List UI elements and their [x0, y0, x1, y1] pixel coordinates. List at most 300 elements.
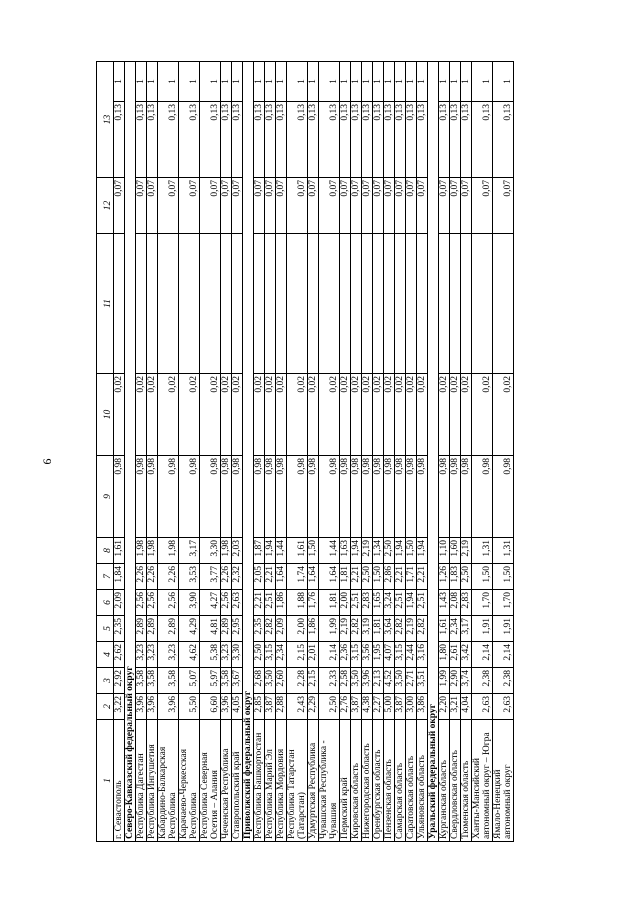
group-header-row — [243, 62, 254, 842]
value-cell: 4,07 — [384, 642, 395, 668]
value-cell: 0,98 — [417, 456, 428, 538]
data-table — [96, 61, 514, 842]
value-cell: 2,34 — [450, 616, 461, 642]
value-cell: 0,02 — [493, 374, 514, 456]
value-cell: 6,60 — [200, 694, 221, 720]
value-cell: 3,42 — [461, 642, 472, 668]
value-cell: 4,62 — [179, 642, 200, 668]
value-cell: 2,56 — [158, 590, 179, 616]
value-cell: 0,07 — [221, 178, 232, 234]
value-cell: 1,81 — [373, 616, 384, 642]
value-cell: 2,63 — [493, 694, 514, 720]
value-cell: 3,86 — [417, 694, 428, 720]
value-cell — [114, 234, 125, 374]
value-cell: 0,13 — [265, 102, 276, 178]
value-cell: 1,87 — [254, 538, 265, 564]
value-cell — [450, 234, 461, 374]
value-cell: 0,07 — [114, 178, 125, 234]
value-cell: 0,13 — [493, 102, 514, 178]
value-cell: 1 — [384, 62, 395, 102]
value-cell: 0,98 — [114, 456, 125, 538]
value-cell: 0,13 — [450, 102, 461, 178]
value-cell: 2,63 — [472, 694, 493, 720]
value-cell: 2,89 — [136, 616, 147, 642]
value-cell: 1 — [472, 62, 493, 102]
region-name-cell: Тюменская область — [461, 720, 472, 842]
value-cell: 0,07 — [395, 178, 406, 234]
value-cell: 2,34 — [276, 642, 287, 668]
value-cell: 2,21 — [395, 564, 406, 590]
table-row — [384, 62, 395, 842]
value-cell: 0,13 — [362, 102, 373, 178]
region-name-cell: Чеченская Республика — [221, 720, 232, 842]
value-cell: 0,07 — [147, 178, 158, 234]
value-cell: 0,07 — [254, 178, 265, 234]
value-cell: 0,98 — [200, 456, 221, 538]
value-cell: 0,98 — [232, 456, 243, 538]
value-cell: 1 — [265, 62, 276, 102]
value-cell: 0,07 — [384, 178, 395, 234]
value-cell — [472, 234, 493, 374]
value-cell: 0,07 — [340, 178, 351, 234]
table-row — [362, 62, 373, 842]
value-cell: 1 — [395, 62, 406, 102]
region-name-cell: Республика Марий Эл — [265, 720, 276, 842]
value-cell: 2,00 — [340, 590, 351, 616]
value-cell: 3,30 — [200, 538, 221, 564]
value-cell: 3,58 — [158, 668, 179, 694]
value-cell: 3,19 — [362, 616, 373, 642]
value-cell: 0,02 — [265, 374, 276, 456]
value-cell: 1 — [362, 62, 373, 102]
value-cell: 2,13 — [373, 668, 384, 694]
value-cell: 3,17 — [461, 616, 472, 642]
table-row — [265, 62, 276, 842]
value-cell: 1,34 — [373, 538, 384, 564]
group-header-row — [125, 62, 136, 842]
value-cell: 1,70 — [493, 590, 514, 616]
value-cell: 0,98 — [287, 456, 308, 538]
value-cell: 1,91 — [472, 616, 493, 642]
value-cell: 0,02 — [287, 374, 308, 456]
value-cell: 1,84 — [114, 564, 125, 590]
value-cell: 3,87 — [395, 694, 406, 720]
value-cell: 1,81 — [319, 590, 340, 616]
value-cell: 1 — [276, 62, 287, 102]
value-cell: 0,07 — [461, 178, 472, 234]
column-header-9: 9 — [97, 456, 114, 538]
value-cell: 0,98 — [450, 456, 461, 538]
page-number: 9 — [40, 458, 55, 465]
value-cell: 1 — [179, 62, 200, 102]
value-cell: 1,99 — [439, 668, 450, 694]
region-name-cell: Самарская область — [395, 720, 406, 842]
value-cell: 2,50 — [384, 538, 395, 564]
value-cell: 2,21 — [265, 564, 276, 590]
value-cell — [254, 234, 265, 374]
table-row — [232, 62, 243, 842]
value-cell: 0,07 — [319, 178, 340, 234]
column-header-10: 10 — [97, 374, 114, 456]
value-cell: 0,98 — [221, 456, 232, 538]
value-cell: 2,21 — [417, 564, 428, 590]
value-cell: 2,14 — [493, 642, 514, 668]
value-cell: 2,68 — [254, 668, 265, 694]
value-cell: 2,82 — [395, 616, 406, 642]
value-cell: 2,29 — [308, 694, 319, 720]
table-row — [114, 62, 125, 842]
value-cell: 0,13 — [136, 102, 147, 178]
value-cell: 0,13 — [221, 102, 232, 178]
value-cell: 0,13 — [232, 102, 243, 178]
table-row — [200, 62, 221, 842]
region-name-cell: Удмуртская Республика — [308, 720, 319, 842]
value-cell: 0,13 — [461, 102, 472, 178]
value-cell: 0,98 — [384, 456, 395, 538]
value-cell: 1,98 — [221, 538, 232, 564]
value-cell: 1,50 — [308, 538, 319, 564]
value-cell: 3,21 — [450, 694, 461, 720]
value-cell: 1,31 — [493, 538, 514, 564]
value-cell: 2,15 — [287, 642, 308, 668]
region-name-cell: Республика Мордовия — [276, 720, 287, 842]
region-name-cell: Оренбургская область — [373, 720, 384, 842]
column-header-8: 8 — [97, 538, 114, 564]
value-cell: 3,96 — [158, 694, 179, 720]
region-name-cell: Республика Татарстан (Татарстан) — [287, 720, 308, 842]
value-cell: 0,13 — [287, 102, 308, 178]
table-row — [450, 62, 461, 842]
value-cell: 5,00 — [384, 694, 395, 720]
value-cell: 1 — [493, 62, 514, 102]
value-cell: 1,50 — [472, 564, 493, 590]
value-cell — [351, 234, 362, 374]
value-cell: 2,00 — [287, 616, 308, 642]
value-cell: 1,50 — [493, 564, 514, 590]
value-cell: 3,15 — [265, 642, 276, 668]
value-cell: 0,98 — [493, 456, 514, 538]
value-cell: 2,43 — [287, 694, 308, 720]
column-header-5: 5 — [97, 616, 114, 642]
value-cell: 2,36 — [340, 642, 351, 668]
value-cell: 1,64 — [276, 564, 287, 590]
value-cell — [276, 234, 287, 374]
value-cell: 2,38 — [493, 668, 514, 694]
column-header-4: 4 — [97, 642, 114, 668]
value-cell: 2,83 — [461, 590, 472, 616]
value-cell: 2,82 — [417, 616, 428, 642]
value-cell: 3,23 — [136, 642, 147, 668]
value-cell: 3,96 — [136, 694, 147, 720]
value-cell: 1,76 — [308, 590, 319, 616]
value-cell: 2,89 — [221, 616, 232, 642]
region-name-cell: Пермский край — [340, 720, 351, 842]
value-cell: 3,30 — [232, 642, 243, 668]
value-cell: 0,98 — [179, 456, 200, 538]
value-cell: 0,07 — [472, 178, 493, 234]
value-cell: 0,07 — [287, 178, 308, 234]
value-cell: 1 — [147, 62, 158, 102]
value-cell: 2,33 — [319, 668, 340, 694]
value-cell: 1,44 — [319, 538, 340, 564]
value-cell: 2,63 — [232, 590, 243, 616]
region-name-cell: Республика Северная Осетия – Алания — [200, 720, 221, 842]
value-cell: 3,87 — [265, 694, 276, 720]
value-cell — [493, 234, 514, 374]
value-cell: 0,07 — [439, 178, 450, 234]
table-row — [395, 62, 406, 842]
region-name-cell: Ульяновская область — [417, 720, 428, 842]
value-cell: 2,60 — [276, 668, 287, 694]
region-name-cell: Чувашская Республика - Чувашия — [319, 720, 340, 842]
value-cell: 1,94 — [417, 538, 428, 564]
value-cell: 1,61 — [114, 538, 125, 564]
value-cell: 0,98 — [265, 456, 276, 538]
value-cell: 2,38 — [472, 668, 493, 694]
value-cell: 0,02 — [136, 374, 147, 456]
region-name-cell: Ханты-Мансийский автономный округ – Югра — [472, 720, 493, 842]
value-cell — [265, 234, 276, 374]
table-row — [319, 62, 340, 842]
value-cell: 1 — [340, 62, 351, 102]
table-row — [340, 62, 351, 842]
value-cell — [406, 234, 417, 374]
value-cell: 0,07 — [373, 178, 384, 234]
value-cell: 2,92 — [114, 668, 125, 694]
value-cell: 0,13 — [472, 102, 493, 178]
value-cell — [221, 234, 232, 374]
value-cell: 0,02 — [200, 374, 221, 456]
table-row — [147, 62, 158, 842]
value-cell: 2,51 — [265, 590, 276, 616]
value-cell: 2,86 — [384, 564, 395, 590]
value-cell: 3,77 — [200, 564, 221, 590]
region-name-cell: Кабардино-Балкарская Республика — [158, 720, 179, 842]
value-cell: 0,13 — [340, 102, 351, 178]
value-cell: 2,28 — [287, 668, 308, 694]
header-row — [97, 62, 114, 842]
value-cell: 2,26 — [221, 564, 232, 590]
value-cell: 4,81 — [200, 616, 221, 642]
value-cell: 3,51 — [417, 668, 428, 694]
value-cell: 3,64 — [384, 616, 395, 642]
value-cell: 1 — [439, 62, 450, 102]
value-cell: 5,50 — [179, 694, 200, 720]
value-cell: 0,02 — [362, 374, 373, 456]
value-cell — [417, 234, 428, 374]
value-cell: 3,17 — [179, 538, 200, 564]
value-cell: 1,63 — [340, 538, 351, 564]
value-cell: 3,50 — [395, 668, 406, 694]
value-cell: 0,07 — [136, 178, 147, 234]
table-row — [276, 62, 287, 842]
value-cell — [232, 234, 243, 374]
value-cell: 0,13 — [179, 102, 200, 178]
value-cell: 0,98 — [254, 456, 265, 538]
value-cell: 2,51 — [395, 590, 406, 616]
value-cell: 0,07 — [362, 178, 373, 234]
value-cell: 1 — [406, 62, 417, 102]
value-cell: 2,85 — [254, 694, 265, 720]
value-cell: 2,51 — [417, 590, 428, 616]
value-cell: 0,98 — [472, 456, 493, 538]
value-cell: 1,98 — [136, 538, 147, 564]
value-cell: 3,22 — [114, 694, 125, 720]
value-cell: 2,82 — [351, 616, 362, 642]
value-cell: 0,02 — [373, 374, 384, 456]
value-cell: 0,98 — [461, 456, 472, 538]
value-cell: 4,52 — [384, 668, 395, 694]
value-cell: 3,50 — [265, 668, 276, 694]
table-row — [461, 62, 472, 842]
value-cell: 2,09 — [276, 616, 287, 642]
column-header-13: 13 — [97, 62, 114, 178]
column-header-2: 2 — [97, 694, 114, 720]
region-name-cell: Пензенская область — [384, 720, 395, 842]
value-cell: 0,98 — [439, 456, 450, 538]
value-cell: 1,91 — [493, 616, 514, 642]
table-row — [308, 62, 319, 842]
value-cell: 0,02 — [221, 374, 232, 456]
value-cell: 1,43 — [439, 590, 450, 616]
value-cell: 2,71 — [406, 668, 417, 694]
region-name-cell: Республика Ингушетия — [147, 720, 158, 842]
value-cell: 1 — [373, 62, 384, 102]
value-cell — [308, 234, 319, 374]
value-cell: 1 — [221, 62, 232, 102]
region-name-cell: Свердловская область — [450, 720, 461, 842]
value-cell: 1,94 — [395, 538, 406, 564]
value-cell: 2,61 — [450, 642, 461, 668]
value-cell — [373, 234, 384, 374]
value-cell: 2,21 — [254, 590, 265, 616]
value-cell: 2,82 — [265, 616, 276, 642]
value-cell: 2,50 — [461, 564, 472, 590]
value-cell: 2,95 — [232, 616, 243, 642]
value-cell: 0,13 — [395, 102, 406, 178]
value-cell: 1,86 — [276, 590, 287, 616]
value-cell: 2,89 — [158, 616, 179, 642]
value-cell: 3,96 — [362, 668, 373, 694]
table-row — [179, 62, 200, 842]
value-cell: 2,27 — [373, 694, 384, 720]
value-cell: 3,23 — [221, 642, 232, 668]
value-cell: 2,56 — [221, 590, 232, 616]
value-cell: 0,13 — [200, 102, 221, 178]
value-cell — [319, 234, 340, 374]
value-cell: 0,98 — [395, 456, 406, 538]
value-cell: 1,80 — [439, 642, 450, 668]
value-cell: 3,23 — [147, 642, 158, 668]
value-cell: 2,19 — [340, 616, 351, 642]
value-cell: 0,02 — [450, 374, 461, 456]
value-cell: 1,86 — [308, 616, 319, 642]
value-cell: 3,15 — [395, 642, 406, 668]
value-cell: 2,35 — [114, 616, 125, 642]
region-name-cell: Саратовская область — [406, 720, 417, 842]
value-cell: 1 — [351, 62, 362, 102]
value-cell: 0,13 — [276, 102, 287, 178]
value-cell: 4,04 — [461, 694, 472, 720]
value-cell: 0,07 — [232, 178, 243, 234]
value-cell: 4,38 — [362, 694, 373, 720]
value-cell: 0,02 — [340, 374, 351, 456]
value-cell: 0,07 — [406, 178, 417, 234]
value-cell: 2,56 — [147, 590, 158, 616]
value-cell: 2,03 — [232, 538, 243, 564]
table-row — [221, 62, 232, 842]
region-name-cell: Курганская область — [439, 720, 450, 842]
value-cell: 0,98 — [362, 456, 373, 538]
value-cell: 1 — [114, 62, 125, 102]
value-cell: 3,87 — [351, 694, 362, 720]
value-cell: 0,07 — [493, 178, 514, 234]
value-cell: 0,02 — [114, 374, 125, 456]
value-cell: 1,94 — [265, 538, 276, 564]
value-cell: 0,13 — [351, 102, 362, 178]
group-name: Уральский федеральный округ — [428, 62, 439, 842]
table-row — [136, 62, 147, 842]
value-cell: 4,05 — [232, 694, 243, 720]
value-cell: 1 — [158, 62, 179, 102]
value-cell: 2,58 — [340, 668, 351, 694]
value-cell: 0,98 — [373, 456, 384, 538]
value-cell: 2,01 — [308, 642, 319, 668]
table-row — [158, 62, 179, 842]
value-cell — [461, 234, 472, 374]
column-header-6: 6 — [97, 590, 114, 616]
value-cell: 2,50 — [254, 642, 265, 668]
value-cell: 1,31 — [472, 538, 493, 564]
value-cell: 2,14 — [472, 642, 493, 668]
value-cell: 2,89 — [147, 616, 158, 642]
value-cell: 1,94 — [351, 538, 362, 564]
value-cell: 0,02 — [232, 374, 243, 456]
group-name: Северо-Кавказский федеральный округ — [125, 62, 136, 842]
value-cell: 0,02 — [308, 374, 319, 456]
value-cell: 0,13 — [417, 102, 428, 178]
value-cell: 3,96 — [221, 694, 232, 720]
value-cell: 1 — [461, 62, 472, 102]
value-cell: 0,13 — [308, 102, 319, 178]
value-cell: 0,07 — [179, 178, 200, 234]
value-cell: 0,13 — [114, 102, 125, 178]
value-cell: 2,26 — [147, 564, 158, 590]
value-cell: 3,67 — [232, 668, 243, 694]
value-cell: 1 — [254, 62, 265, 102]
value-cell: 2,26 — [158, 564, 179, 590]
column-header-3: 3 — [97, 668, 114, 694]
value-cell — [439, 234, 450, 374]
value-cell: 3,90 — [179, 590, 200, 616]
value-cell: 1,26 — [439, 564, 450, 590]
value-cell: 0,07 — [265, 178, 276, 234]
value-cell: 0,13 — [147, 102, 158, 178]
value-cell: 0,13 — [319, 102, 340, 178]
value-cell: 0,02 — [406, 374, 417, 456]
value-cell: 0,98 — [158, 456, 179, 538]
value-cell: 0,02 — [417, 374, 428, 456]
rotated-table-container — [96, 62, 606, 842]
value-cell: 0,98 — [147, 456, 158, 538]
value-cell: 1,74 — [287, 564, 308, 590]
value-cell: 1,60 — [450, 538, 461, 564]
value-cell: 2,15 — [308, 668, 319, 694]
value-cell: 0,98 — [136, 456, 147, 538]
value-cell: 1,50 — [373, 564, 384, 590]
table-row — [254, 62, 265, 842]
value-cell: 3,58 — [136, 668, 147, 694]
